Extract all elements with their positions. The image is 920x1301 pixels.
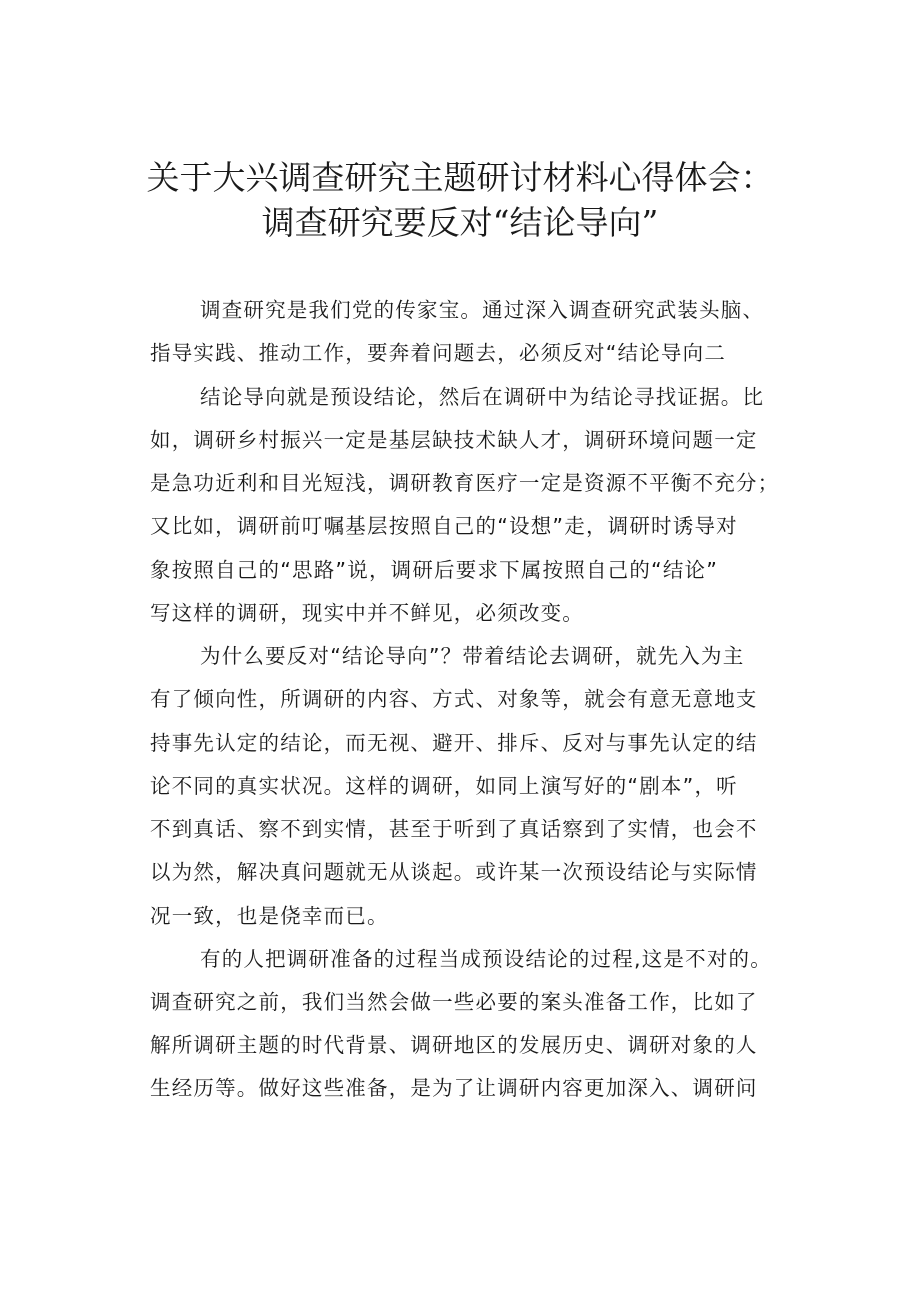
paragraph-line: 是急功近利和目光短浅，调研教育医疗一定是资源不平衡不充分； — [150, 471, 780, 495]
paragraph-line: 指导实践、推动工作，要奔着问题去，必须反对“结论导向二 — [150, 341, 727, 365]
paragraph-line: 生经历等。做好这些准备，是为了让调研内容更加深入、调研问 — [150, 1076, 758, 1100]
paragraph-line: 结论导向就是预设结论，然后在调研中为结论寻找证据。比 — [200, 385, 765, 409]
paragraph-line: 持事先认定的结论，而无视、避开、排斥、反对与事先认定的结 — [150, 731, 758, 755]
document-title-line-1: 关于大兴调查研究主题研讨材料心得体会： — [146, 158, 774, 197]
paragraph-line: 以为然，解决真问题就无从谈起。或许某一次预设结论与实际情 — [150, 860, 758, 884]
paragraph-line: 调查研究是我们党的传家宝。通过深入调查研究武装头脑、 — [200, 298, 765, 322]
paragraph-line: 有了倾向性，所调研的内容、方式、对象等，就会有意无意地支 — [150, 687, 758, 711]
paragraph-line: 象按照自己的“思路”说，调研后要求下属按照自己的“结论” — [150, 558, 719, 582]
paragraph-line: 论不同的真实状况。这样的调研，如同上演写好的“剧本”，听 — [150, 774, 738, 798]
paragraph-line: 解所调研主题的时代背景、调研地区的发展历史、调研对象的人 — [150, 1033, 758, 1057]
paragraph-line: 不到真话、察不到实情，甚至于听到了真话察到了实情，也会不 — [150, 817, 758, 841]
paragraph-line: 为什么要反对“结论导向”？带着结论去调研，就先入为主 — [200, 644, 745, 668]
paragraph-line: 如，调研乡村振兴一定是基层缺技术缺人才，调研环境问题一定 — [150, 428, 758, 452]
paragraph-line: 调查研究之前，我们当然会做一些必要的案头准备工作，比如了 — [150, 990, 758, 1014]
paragraph-line: 有的人把调研准备的过程当成预设结论的过程,这是不对的。 — [200, 947, 772, 971]
document-title-line-2: 调查研究要反对“结论导向” — [261, 203, 659, 242]
paragraph-line: 写这样的调研，现实中并不鲜见，必须改变。 — [150, 601, 584, 625]
paragraph-line: 又比如，调研前叮嘱基层按照自己的“设想”走，调研时诱导对 — [150, 514, 738, 538]
paragraph-line: 况一致，也是侥幸而已。 — [150, 904, 389, 928]
